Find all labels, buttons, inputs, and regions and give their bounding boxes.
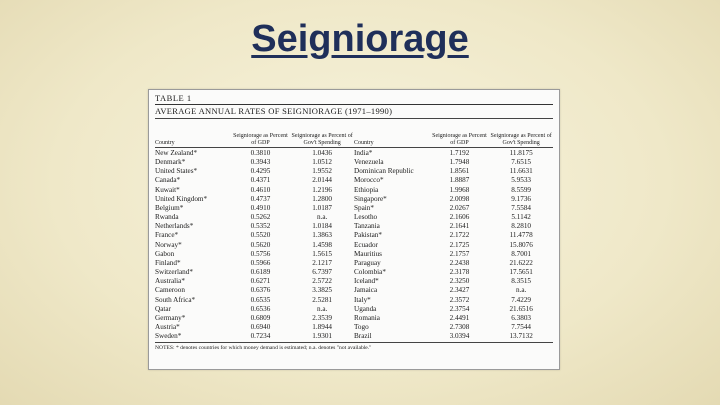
table-row <box>155 213 354 222</box>
cell-spending: 6.7397 <box>312 268 333 277</box>
table-row <box>155 231 354 240</box>
table-row <box>155 222 354 231</box>
left-header <box>155 120 354 146</box>
cell-country: Pakistan* <box>354 231 382 240</box>
cell-spending: 17.5651 <box>509 268 533 277</box>
header-rule <box>155 147 553 148</box>
cell-spending: 1.0512 <box>312 158 333 167</box>
cell-spending: 8.7001 <box>511 249 532 258</box>
cell-country: Morocco* <box>354 176 384 185</box>
cell-gdp: 2.3754 <box>449 304 470 313</box>
table-row <box>354 176 553 185</box>
cell-spending: 1.9301 <box>312 332 333 341</box>
table-row <box>155 250 354 259</box>
table-row <box>354 268 553 277</box>
cell-spending: n.a. <box>515 286 527 295</box>
cell-gdp: 0.6271 <box>250 277 271 286</box>
cell-country: Lesotho <box>354 213 378 222</box>
cell-country: United Kingdom* <box>155 194 208 203</box>
cell-country: Italy* <box>354 295 371 304</box>
cell-spending: 9.1736 <box>511 194 532 203</box>
cell-country: Australia* <box>155 277 185 286</box>
cell-country: Rwanda <box>155 213 179 222</box>
cell-spending: 7.6515 <box>511 158 532 167</box>
cell-country: Mauritius <box>354 249 382 258</box>
table-row <box>354 314 553 323</box>
table-notes: NOTES: * denotes countries for which money demand is estimated; n.a. denotes "not available." <box>155 345 372 352</box>
table-row <box>155 195 354 204</box>
slide-title: Seigniorage <box>251 18 469 60</box>
table-row <box>354 231 553 240</box>
cell-gdp: 0.5966 <box>250 258 271 267</box>
table-row <box>155 332 354 341</box>
cell-gdp: 1.8887 <box>449 176 470 185</box>
cell-gdp: 2.7308 <box>449 322 470 331</box>
cell-gdp: 0.4371 <box>250 176 271 185</box>
cell-gdp: 2.1606 <box>449 213 470 222</box>
header-spending: Seigniorage as Percent of Gov't Spending <box>490 133 552 146</box>
cell-spending: 1.0187 <box>312 203 333 212</box>
header-gdp: Seigniorage as Percent of GDP <box>233 133 288 146</box>
cell-country: Uganda <box>354 304 377 313</box>
cell-country: India* <box>354 149 373 157</box>
cell-spending: 11.6631 <box>509 167 533 176</box>
cell-spending: 7.4229 <box>511 295 532 304</box>
table-row <box>155 296 354 305</box>
cell-gdp: 0.6536 <box>250 304 271 313</box>
table-row <box>354 250 553 259</box>
cell-spending: n.a. <box>316 213 328 222</box>
cell-gdp: 2.3178 <box>449 268 470 277</box>
cell-gdp: 1.7948 <box>449 158 470 167</box>
cell-country: Germany* <box>155 313 186 322</box>
cell-spending: 5.9533 <box>511 176 532 185</box>
cell-country: Romania <box>354 313 380 322</box>
cell-country: Finland* <box>155 258 181 267</box>
cell-spending: 1.9552 <box>312 167 333 176</box>
header-spending: Seigniorage as Percent of Gov't Spending <box>291 133 353 146</box>
cell-gdp: 0.4295 <box>250 167 271 176</box>
cell-spending: 21.6222 <box>509 258 533 267</box>
cell-spending: n.a. <box>316 304 328 313</box>
table-label: TABLE 1 <box>155 93 192 103</box>
table-row <box>354 296 553 305</box>
table-row <box>155 259 354 268</box>
cell-country: Iceland* <box>354 277 379 286</box>
table-row <box>354 186 553 195</box>
table-body <box>155 149 553 341</box>
table-row <box>354 332 553 341</box>
cell-spending: 5.1142 <box>511 213 531 222</box>
cell-country: Jamaica <box>354 286 378 295</box>
cell-country: Sweden* <box>155 332 182 341</box>
table-row <box>354 167 553 176</box>
cell-country: Netherlands* <box>155 222 194 231</box>
seigniorage-table-image <box>148 89 560 370</box>
cell-gdp: 1.9968 <box>449 185 470 194</box>
cell-gdp: 0.6189 <box>250 268 271 277</box>
header-country: Country <box>155 139 175 146</box>
table-row <box>155 176 354 185</box>
cell-spending: 8.5599 <box>511 185 532 194</box>
cell-country: United States* <box>155 167 198 176</box>
cell-spending: 13.7132 <box>509 332 533 341</box>
table-row <box>354 323 553 332</box>
cell-spending: 1.2800 <box>312 194 333 203</box>
table-row <box>155 204 354 213</box>
cell-spending: 11.4778 <box>509 231 533 240</box>
cell-country: Switzerland* <box>155 268 193 277</box>
table-row <box>155 158 354 167</box>
left-column <box>155 149 354 341</box>
cell-spending: 8.2810 <box>511 222 532 231</box>
cell-gdp: 0.6809 <box>250 313 271 322</box>
cell-gdp: 2.0267 <box>449 203 470 212</box>
cell-spending: 2.1217 <box>312 258 333 267</box>
header-country: Country <box>354 139 374 146</box>
table-row <box>354 149 553 158</box>
table-title: AVERAGE ANNUAL RATES OF SEIGNIORAGE (1971–1990) <box>155 106 393 116</box>
cell-spending: 2.5722 <box>312 277 333 286</box>
cell-gdp: 2.3572 <box>449 295 470 304</box>
cell-gdp: 0.3810 <box>250 149 271 157</box>
cell-country: Venezuela <box>354 158 384 167</box>
table-row <box>354 158 553 167</box>
table-row <box>354 286 553 295</box>
cell-gdp: 0.4910 <box>250 203 271 212</box>
title-rule <box>155 118 553 119</box>
cell-gdp: 2.4491 <box>449 313 470 322</box>
table-row <box>354 195 553 204</box>
cell-country: South Africa* <box>155 295 196 304</box>
cell-gdp: 2.0098 <box>449 194 470 203</box>
cell-country: Brazil <box>354 332 372 341</box>
table-row <box>354 259 553 268</box>
table-row <box>155 277 354 286</box>
table-row <box>354 204 553 213</box>
table-row <box>354 277 553 286</box>
cell-spending: 21.6516 <box>509 304 533 313</box>
cell-country: Tanzania <box>354 222 380 231</box>
cell-country: Canada* <box>155 176 181 185</box>
cell-spending: 1.5615 <box>312 249 333 258</box>
cell-gdp: 1.7192 <box>449 149 470 157</box>
cell-country: Spain* <box>354 203 374 212</box>
cell-gdp: 1.8561 <box>449 167 470 176</box>
right-header <box>354 120 553 146</box>
cell-spending: 1.2196 <box>312 185 333 194</box>
cell-gdp: 2.1641 <box>449 222 470 231</box>
cell-country: Denmark* <box>155 158 186 167</box>
cell-gdp: 0.4610 <box>250 185 271 194</box>
right-column <box>354 149 553 341</box>
cell-gdp: 2.3427 <box>449 286 470 295</box>
cell-spending: 11.8175 <box>509 149 533 157</box>
cell-gdp: 0.7234 <box>250 332 271 341</box>
cell-spending: 1.4598 <box>312 240 333 249</box>
cell-gdp: 2.1757 <box>449 249 470 258</box>
cell-country: Ecuador <box>354 240 378 249</box>
cell-spending: 3.3825 <box>312 286 333 295</box>
cell-country: Qatar <box>155 304 171 313</box>
cell-spending: 7.7544 <box>511 322 532 331</box>
table-row <box>155 305 354 314</box>
table-row <box>155 286 354 295</box>
cell-country: Dominican Republic <box>354 167 414 176</box>
table-row <box>354 213 553 222</box>
cell-spending: 2.3539 <box>312 313 333 322</box>
cell-spending: 1.0436 <box>312 149 333 157</box>
cell-gdp: 2.2438 <box>449 258 470 267</box>
cell-gdp: 2.1725 <box>449 240 470 249</box>
cell-gdp: 0.5262 <box>250 213 271 222</box>
cell-country: Kuwait* <box>155 185 180 194</box>
cell-country: Norway* <box>155 240 182 249</box>
cell-gdp: 0.6535 <box>250 295 271 304</box>
table-row <box>155 314 354 323</box>
cell-spending: 2.5281 <box>312 295 333 304</box>
cell-gdp: 3.0394 <box>449 332 470 341</box>
cell-gdp: 0.4737 <box>250 194 271 203</box>
cell-spending: 8.3515 <box>511 277 532 286</box>
table-row <box>354 241 553 250</box>
cell-country: Singapore* <box>354 194 387 203</box>
table-row <box>155 186 354 195</box>
cell-gdp: 0.5352 <box>250 222 271 231</box>
cell-gdp: 0.5520 <box>250 231 271 240</box>
cell-spending: 6.3803 <box>511 313 532 322</box>
cell-country: Togo <box>354 322 369 331</box>
cell-gdp: 0.6376 <box>250 286 271 295</box>
cell-gdp: 0.6940 <box>250 322 271 331</box>
cell-country: Cameroon <box>155 286 185 295</box>
cell-gdp: 0.5620 <box>250 240 271 249</box>
cell-spending: 1.8944 <box>312 322 333 331</box>
table-row <box>155 167 354 176</box>
cell-spending: 1.0184 <box>312 222 333 231</box>
cell-gdp: 2.1722 <box>449 231 470 240</box>
cell-country: New Zealand* <box>155 149 198 157</box>
cell-country: Colombia* <box>354 268 386 277</box>
cell-country: Ethiopia <box>354 185 379 194</box>
cell-country: Austria* <box>155 322 180 331</box>
cell-gdp: 2.3250 <box>449 277 470 286</box>
table-row <box>354 222 553 231</box>
cell-country: Paraguay <box>354 258 381 267</box>
bottom-rule <box>155 342 553 343</box>
cell-country: Belgium* <box>155 203 184 212</box>
cell-country: Gabon <box>155 249 175 258</box>
table-row <box>155 241 354 250</box>
cell-spending: 1.3863 <box>312 231 333 240</box>
cell-gdp: 0.3943 <box>250 158 271 167</box>
top-rule <box>155 104 553 105</box>
table-row <box>155 268 354 277</box>
table-row <box>155 323 354 332</box>
header-gdp: Seigniorage as Percent of GDP <box>432 133 487 146</box>
cell-spending: 2.0144 <box>312 176 333 185</box>
table-row <box>155 149 354 158</box>
table-row <box>354 305 553 314</box>
table-header-row <box>155 120 553 146</box>
cell-country: France* <box>155 231 179 240</box>
cell-spending: 7.5584 <box>511 203 532 212</box>
cell-spending: 15.8076 <box>509 240 533 249</box>
cell-gdp: 0.5756 <box>250 249 271 258</box>
